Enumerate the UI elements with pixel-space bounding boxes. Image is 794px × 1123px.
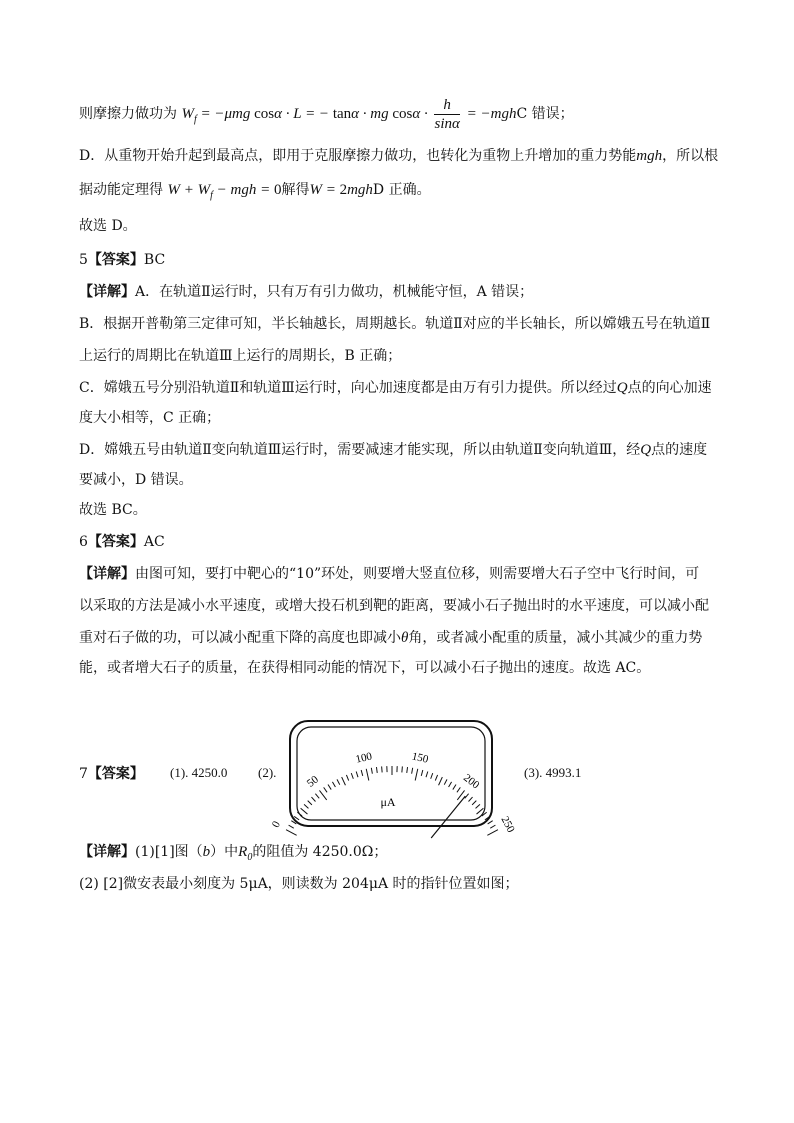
meter-tick — [453, 785, 456, 790]
r-letter: R — [238, 844, 248, 860]
meter-outer-frame — [290, 721, 492, 826]
meter-unit-label: μA — [380, 795, 396, 809]
meter-tick — [488, 821, 493, 824]
q5-conclusion: 故选 BC。 — [79, 502, 147, 518]
text: 重对石子做的功，可以减小配重下降的高度也即减小 — [79, 630, 401, 646]
mgh: mgh — [490, 105, 517, 122]
meter-tick — [487, 830, 498, 836]
answer-tag: 【答案】 — [87, 534, 144, 550]
mgh: mgh — [636, 148, 663, 164]
text: 的阻值为 4250.0Ω； — [252, 844, 388, 860]
meter-tick — [328, 785, 331, 790]
meter-tick — [289, 825, 294, 828]
meter-tick — [332, 782, 335, 787]
formula-energy: $W + W_f$ − mgh = 0 — [167, 182, 282, 201]
meter-tick — [421, 770, 423, 776]
meter-tick — [319, 790, 326, 800]
answer-value: AC — [143, 534, 165, 550]
q6-detail-4: 能，或者增大石子的质量，在获得相同动能的情况下，可以减小石子抛出的速度。故选 AC。 — [79, 660, 651, 676]
meter-tick — [431, 773, 433, 779]
meter-tick-label: 50 — [304, 773, 321, 790]
meter-tick — [382, 766, 383, 772]
q5-detail-d2: 要减小，D 错误。 — [79, 472, 193, 488]
meter-tick — [402, 766, 403, 772]
meter-tick — [412, 768, 413, 774]
answer-tag: 【答案】 — [87, 252, 144, 268]
meter-tick-label: 0 — [269, 819, 283, 830]
meter-scale-labels — [270, 750, 517, 835]
q5-detail-a — [79, 282, 533, 302]
text: D．嫦娥五号由轨道Ⅱ变向轨道Ⅲ运行时，需要减速才能实现，所以由轨道Ⅱ变向轨道Ⅲ，经 — [79, 442, 641, 458]
q5-detail-d1 — [79, 440, 707, 460]
q7-part3: (3). 4993.1 — [524, 765, 582, 780]
text: D 正确。 — [372, 182, 431, 198]
q6-answer-line — [79, 532, 165, 552]
meter-tick — [286, 830, 297, 836]
meter-tick — [351, 773, 353, 779]
text: 解得 — [281, 182, 310, 198]
q7-part2: (2). — [258, 765, 277, 780]
detail-tag: 【详解】 — [79, 844, 135, 860]
meter-tick — [361, 770, 363, 776]
meter-tick — [457, 787, 460, 792]
detail-tag: 【详解】 — [79, 284, 135, 300]
q7-detail-1 — [79, 842, 387, 868]
text: A．在轨道Ⅱ运行时，只有万有引力做功，机械能守恒，A 错误； — [135, 284, 534, 300]
q6-detail-3 — [79, 628, 702, 648]
meter-tick — [465, 794, 469, 799]
meter-tick-label: 200 — [461, 771, 482, 792]
meter-tick — [415, 769, 418, 781]
meter-tick — [472, 801, 476, 805]
text: ，所以根 — [662, 148, 719, 164]
meter-tick — [426, 771, 428, 777]
meter-tick — [311, 797, 315, 801]
detail-tag: 【详解】 — [79, 566, 135, 582]
q6-detail-2: 以采取的方法是减小水平速度，或增大投石机到靶的距离，要减小石子抛出时的水平速度，可以减小配 — [79, 598, 709, 614]
q7-detail-2: (2) [2]微安表最小刻度为 5μA，则读数为 204μA 时的指针位置如图； — [79, 876, 519, 892]
line-friction-work — [79, 96, 574, 133]
meter-tick — [324, 787, 327, 792]
fraction-denominator: sinα — [434, 116, 460, 132]
meter-tick-label: 100 — [354, 750, 374, 766]
question-number: 7 — [79, 766, 88, 782]
formula-friction-work: $W_f = -\mu mg$ cosα · L = − tanα · mg cosα · $\frac{h}{\sin\alpha}$ = −mgh — [181, 97, 517, 132]
meter-tick — [490, 825, 495, 828]
q6-detail-1 — [79, 564, 699, 584]
text: 由图可知，要打中靶心的“10”环处，则要增大竖直位移，则需要增大石子空中飞行时间，可 — [135, 566, 700, 582]
microammeter-figure — [269, 718, 517, 835]
text: 则摩擦力做功为 — [79, 105, 177, 122]
meter-tick — [469, 797, 473, 801]
q5-detail-c1 — [79, 378, 712, 398]
meter-tick — [356, 771, 358, 777]
text: 点的向心加速 — [627, 380, 712, 396]
text: D．从重物开始升起到最高点，即用于克服摩擦力做功，也转化为重物上升增加的重力势能 — [79, 148, 637, 164]
meter-tick — [346, 775, 348, 781]
meter-tick — [366, 769, 369, 781]
q7-part1: (1). 4250.0 — [170, 765, 228, 780]
text: 点的速度 — [651, 442, 708, 458]
meter-tick — [304, 804, 308, 808]
meter-tick — [476, 804, 480, 808]
meter-needle — [431, 796, 465, 838]
text: 角，或者减小配重的质量，减小其减少的重力势 — [408, 630, 703, 646]
text: C．嫦娥五号分别沿轨道Ⅱ和轨道Ⅲ运行时，向心加速度都是由万有引力提供。所以经过 — [79, 380, 617, 396]
q5-answer-line — [79, 250, 165, 270]
meter-tick — [376, 767, 377, 773]
meter-tick — [297, 812, 302, 816]
meter-tick-label: 250 — [498, 814, 517, 835]
meter-tick — [407, 767, 408, 773]
question-number: 6 — [79, 534, 88, 550]
text: (1)[1]图（ — [135, 844, 203, 860]
meter-tick — [315, 794, 319, 799]
text: 据动能定理得 — [79, 182, 163, 198]
q5-detail-b1: B．根据开普勒第三定律可知，半长轴越长，周期越长。轨道Ⅱ对应的半长轴长，所以嫦娥五号在轨道Ⅱ — [79, 316, 711, 332]
meter-tick — [444, 779, 447, 784]
meter-tick — [449, 782, 452, 787]
line-d-statement — [79, 146, 718, 166]
q7-answer-line — [79, 764, 144, 784]
meter-tick — [337, 779, 340, 784]
r0-symbol — [238, 844, 253, 863]
text: C 错误； — [516, 105, 574, 122]
meter-tick — [435, 775, 437, 781]
fraction — [434, 96, 459, 133]
theta: θ — [401, 630, 409, 646]
question-number: 5 — [79, 252, 88, 268]
point-q: Q — [640, 442, 652, 458]
meter-tick-label: 150 — [410, 750, 430, 766]
point-q: Q — [616, 380, 628, 396]
answer-value: BC — [143, 252, 166, 268]
formula-result: W = 2mgh — [309, 182, 373, 198]
meter-tick — [301, 808, 308, 814]
text: ）中 — [210, 844, 239, 860]
line-kinetic-theorem — [79, 180, 431, 206]
figure-b: b — [202, 844, 211, 860]
r-subscript: 0 — [247, 852, 253, 863]
q5-detail-b2: 上运行的周期比在轨道Ⅲ上运行的周期长，B 正确； — [79, 348, 402, 364]
meter-tick — [439, 777, 443, 785]
meter-tick — [342, 777, 346, 785]
fraction-numerator: h — [434, 96, 459, 115]
meter-tick — [308, 801, 312, 805]
conclusion-d: 故选 D。 — [79, 218, 137, 234]
q5-detail-c2: 度大小相等，C 正确； — [79, 410, 221, 426]
meter-tick — [371, 768, 372, 774]
answer-tag: 【答案】 — [87, 766, 144, 782]
